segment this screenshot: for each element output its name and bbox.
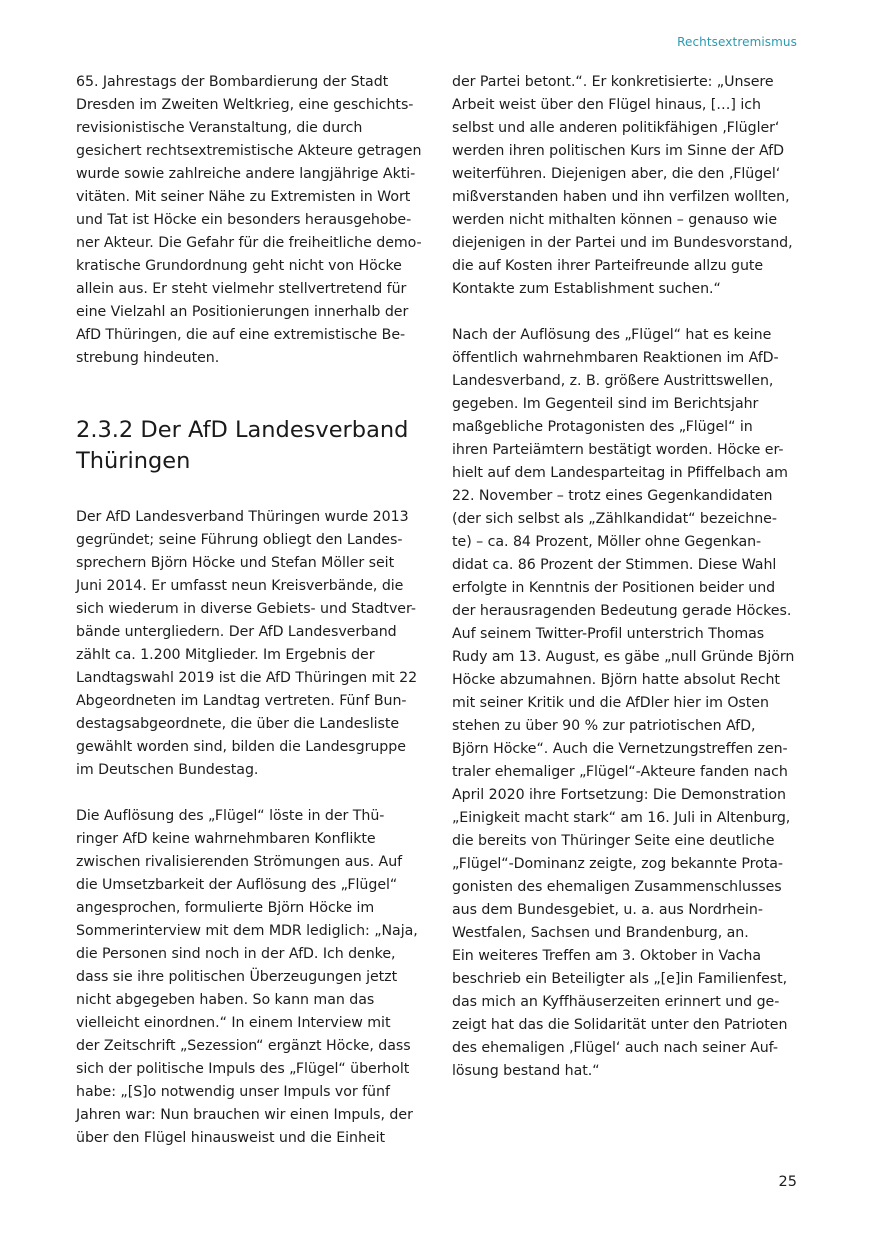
text-line: Westfalen, Sachsen und Brandenburg, an. (452, 925, 749, 941)
right-column (452, 71, 812, 1083)
text-line: mißverstanden haben und ihn verfilzen wollten, (452, 189, 790, 205)
text-line: beschrieb ein Beteiligter als „[e]in Familienfest, (452, 971, 788, 987)
text-line: das mich an Kyffhäuserzeiten erinnert und ge- (452, 994, 780, 1010)
text-line: gesichert rechtsextremistische Akteure getragen (76, 143, 422, 159)
text-line: ner Akteur. Die Gefahr für die freiheitliche demo- (76, 235, 422, 251)
text-line: te) – ca. 84 Prozent, Möller ohne Gegenkan- (452, 534, 762, 550)
text-line: die Personen sind noch in der AfD. Ich denke, (76, 946, 396, 962)
text-line: Nach der Auflösung des „Flügel“ hat es keine (452, 327, 772, 343)
text-line: 2.3.2 Der AfD Landesverband (76, 417, 409, 443)
paragraph (76, 506, 432, 782)
text-line: Ein weiteres Treffen am 3. Oktober in Vacha (452, 948, 762, 964)
text-line: der Zeitschrift „Sezession“ ergänzt Höcke, dass (76, 1038, 411, 1054)
text-line: dass sie ihre politischen Überzeugungen jetzt (76, 969, 398, 985)
text-line: AfD Thüringen, die auf eine extremistische Be- (76, 327, 406, 343)
section-heading (76, 415, 432, 477)
text-line: die auf Kosten ihrer Parteifreunde allzu gute (452, 258, 764, 274)
text-line: mit seiner Kritik und die AfDler hier im Osten (452, 695, 769, 711)
text-line: selbst und alle anderen politikfähigen ‚Flügler‘ (452, 120, 780, 136)
text-line: 65. Jahrestags der Bombardierung der Stadt (76, 74, 389, 90)
text-line: weiterführen. Diejenigen aber, die den ‚Flügel‘ (452, 166, 781, 182)
text-line: des ehemaligen ‚Flügel‘ auch nach seiner Auf- (452, 1040, 778, 1056)
text-line: Landtagswahl 2019 ist die AfD Thüringen mit 22 (76, 670, 418, 686)
text-line: zeigt hat das die Solidarität unter den Patrioten (452, 1017, 788, 1033)
text-line: zählt ca. 1.200 Mitglieder. Im Ergebnis der (76, 647, 375, 663)
text-line: sprechern Björn Höcke und Stefan Möller seit (76, 555, 395, 571)
text-line: Arbeit weist über den Flügel hinaus, […] ich (452, 97, 761, 113)
text-line: wurde sowie zahlreiche andere langjährige Akti- (76, 166, 416, 182)
text-line: Juni 2014. Er umfasst neun Kreisverbände, die (76, 578, 404, 594)
text-line: Der AfD Landesverband Thüringen wurde 2013 (76, 509, 409, 525)
text-line: lösung bestand hat.“ (452, 1063, 600, 1079)
text-line: gegeben. Im Gegenteil sind im Berichtsjahr (452, 396, 759, 412)
text-line: vielleicht einordnen.“ In einem Interview mit (76, 1015, 391, 1031)
text-line: strebung hindeuten. (76, 350, 220, 366)
text-line: Rudy am 13. August, es gäbe „null Gründe Björn (452, 649, 795, 665)
left-column (76, 71, 432, 1150)
text-line: stehen zu über 90 % zur patriotischen AfD, (452, 718, 756, 734)
text-line: Jahren war: Nun brauchen wir einen Impuls, der (76, 1107, 413, 1123)
text-line: die bereits von Thüringer Seite eine deutliche (452, 833, 775, 849)
text-line: zwischen rivalisierenden Strömungen aus. Auf (76, 854, 403, 870)
text-line: destagsabgeordnete, die über die Landesliste (76, 716, 400, 732)
text-line: allein aus. Er steht vielmehr stellvertretend für (76, 281, 407, 297)
paragraph (452, 324, 812, 1083)
text-line: gegründet; seine Führung obliegt den Landes- (76, 532, 403, 548)
text-line: sich wiederum in diverse Gebiets- und Stadtver- (76, 601, 416, 617)
text-line: werden nicht mithalten können – genauso wie (452, 212, 778, 228)
text-line: vitäten. Mit seiner Nähe zu Extremisten in Wort (76, 189, 411, 205)
text-line: aus dem Bundesgebiet, u. a. aus Nordrhein- (452, 902, 763, 918)
text-line: April 2020 ihre Fortsetzung: Die Demonstration (452, 787, 786, 803)
page-number: 25 (778, 1174, 797, 1190)
text-line: Björn Höcke“. Auch die Vernetzungstreffen zen- (452, 741, 788, 757)
text-line: die Umsetzbarkeit der Auflösung des „Flügel“ (76, 877, 398, 893)
text-line: „Einigkeit macht stark“ am 16. Juli in Altenburg, (452, 810, 791, 826)
text-line: gonisten des ehemaligen Zusammenschlusses (452, 879, 782, 895)
text-line: kratische Grundordnung geht nicht von Höcke (76, 258, 402, 274)
text-line: sich der politische Impuls des „Flügel“ überholt (76, 1061, 410, 1077)
text-line: und Tat ist Höcke ein besonders herausgehobe- (76, 212, 412, 228)
paragraph (76, 805, 432, 1150)
text-line: maßgebliche Protagonisten des „Flügel“ in (452, 419, 753, 435)
text-line: Auf seinem Twitter-Profil unterstrich Thomas (452, 626, 765, 642)
text-line: Dresden im Zweiten Weltkrieg, eine geschichts- (76, 97, 414, 113)
text-line: werden ihren politischen Kurs im Sinne der AfD (452, 143, 784, 159)
text-line: Höcke abzumahnen. Björn hatte absolut Recht (452, 672, 780, 688)
text-line: didat ca. 86 Prozent der Stimmen. Diese Wahl (452, 557, 777, 573)
text-line: 22. November – trotz eines Gegenkandidaten (452, 488, 773, 504)
text-line: angesprochen, formulierte Björn Höcke im (76, 900, 375, 916)
text-line: ihren Parteiämtern bestätigt worden. Höcke er- (452, 442, 784, 458)
text-line: nicht abgegeben haben. So kann man das (76, 992, 375, 1008)
text-line: im Deutschen Bundestag. (76, 762, 259, 778)
text-line: Landesverband, z. B. größere Austrittswellen, (452, 373, 774, 389)
text-line: der herausragenden Bedeutung gerade Höckes. (452, 603, 792, 619)
text-line: öffentlich wahrnehmbaren Reaktionen im AfD- (452, 350, 779, 366)
text-line: hielt auf dem Landesparteitag in Pfiffelbach am (452, 465, 788, 481)
text-line: Abgeordneten im Landtag vertreten. Fünf Bun- (76, 693, 407, 709)
paragraph (76, 71, 432, 370)
text-line: gewählt worden sind, bilden die Landesgruppe (76, 739, 406, 755)
text-line: Kontakte zum Establishment suchen.“ (452, 281, 721, 297)
text-line: diejenigen in der Partei und im Bundesvorstand, (452, 235, 793, 251)
text-line: traler ehemaliger „Flügel“-Akteure fanden nach (452, 764, 788, 780)
text-line: (der sich selbst als „Zählkandidat“ bezeichne- (452, 511, 777, 527)
text-line: über den Flügel hinausweist und die Einheit (76, 1130, 385, 1146)
running-header-title: Rechtsextremismus (677, 35, 797, 49)
text-line: Sommerinterview mit dem MDR lediglich: „Naja, (76, 923, 418, 939)
text-line: erfolgte in Kenntnis der Positionen beider und (452, 580, 776, 596)
text-line: Thüringen (76, 448, 191, 474)
text-line: Die Auflösung des „Flügel“ löste in der Thü- (76, 808, 385, 824)
text-line: eine Vielzahl an Positionierungen innerhalb der (76, 304, 409, 320)
paragraph (452, 71, 812, 301)
text-line: revisionistische Veranstaltung, die durch (76, 120, 363, 136)
text-line: habe: „[S]o notwendig unser Impuls vor fünf (76, 1084, 390, 1100)
text-line: „Flügel“-Dominanz zeigte, zog bekannte Prota- (452, 856, 783, 872)
text-line: der Partei betont.“. Er konkretisierte: „Unsere (452, 74, 774, 90)
text-line: ringer AfD keine wahrnehmbaren Konflikte (76, 831, 376, 847)
text-line: bände untergliedern. Der AfD Landesverband (76, 624, 397, 640)
